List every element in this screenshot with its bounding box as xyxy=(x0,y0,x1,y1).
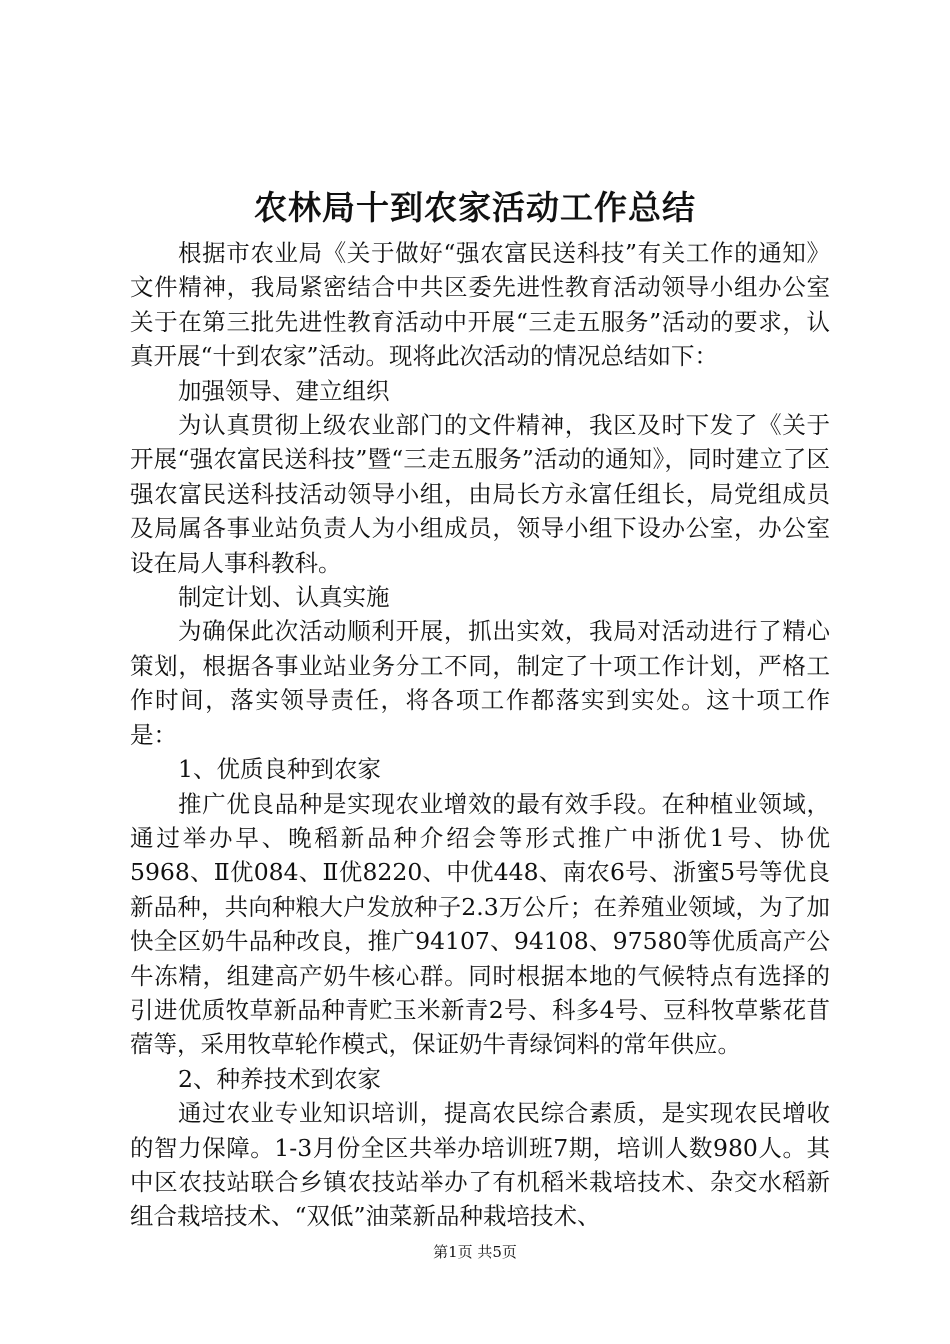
page-footer: 第1页 共5页 xyxy=(433,1243,517,1261)
paragraph: 为确保此次活动顺利开展，抓出实效，我局对活动进行了精心策划，根据各事业站业务分工不同，制定了十项工作计划，严格工作时间，落实领导责任，将各项工作都落实到实处。这十项工作是： xyxy=(130,617,830,749)
section-heading: 1、优质良种到农家 xyxy=(178,755,381,784)
paragraph-intro: 根据市农业局《关于做好“强农富民送科技”有关工作的通知》文件精神，我局紧密结合中共区委先进性教育活动领导小组办公室关于在第三批先进性教育活动中开展“三走五服务”活动的要求，认真开展“十到农家”活动。现将此次活动的情况总结如下： xyxy=(130,239,830,371)
paragraph: 为认真贯彻上级农业部门的文件精神，我区及时下发了《关于开展“强农富民送科技”暨“三走五服务”活动的通知》，同时建立了区强农富民送科技活动领导小组，由局长方永富任组长，局党组成员及局属各事业站负责人为小组成员，领导小组下设办公室，办公室设在局人事科教科。 xyxy=(130,411,830,577)
page-title: 农林局十到农家活动工作总结 xyxy=(254,188,696,227)
section-heading: 2、种养技术到农家 xyxy=(178,1064,381,1093)
paragraph: 通过农业专业知识培训，提高农民综合素质，是实现农民增收的智力保障。1-3月份全区共举办培训班7期，培训人数980人。其中区农技站联合乡镇农技站举办了有机稻米栽培技术、杂交水稻新组合栽培技术、“双低”油菜新品种栽培技术、 xyxy=(130,1099,830,1231)
paragraph: 推广优良品种是实现农业增效的最有效手段。在种植业领域，通过举办早、晚稻新品种介绍会等形式推广中浙优1号、协优5968、Ⅱ优084、Ⅱ优8220、中优448、南农6号、浙蜜5号等优良新品种，共向种粮大户发放种子2.3万公斤；在养殖业领域，为了加快全区奶牛品种改良，推广94107、94108、97580等优质高产公牛冻精，组建高产奶牛核心群。同时根据本地的气候特点有选择的引进优质牧草新品种青贮玉米新青2号、科多4号、豆科牧草紫花苜蓿等，采用牧草轮作模式，保证奶牛青绿饲料的常年供应。 xyxy=(130,789,830,1059)
section-heading: 加强领导、建立组织 xyxy=(178,376,390,405)
section-heading: 制定计划、认真实施 xyxy=(178,583,390,612)
document-body xyxy=(130,236,830,1234)
